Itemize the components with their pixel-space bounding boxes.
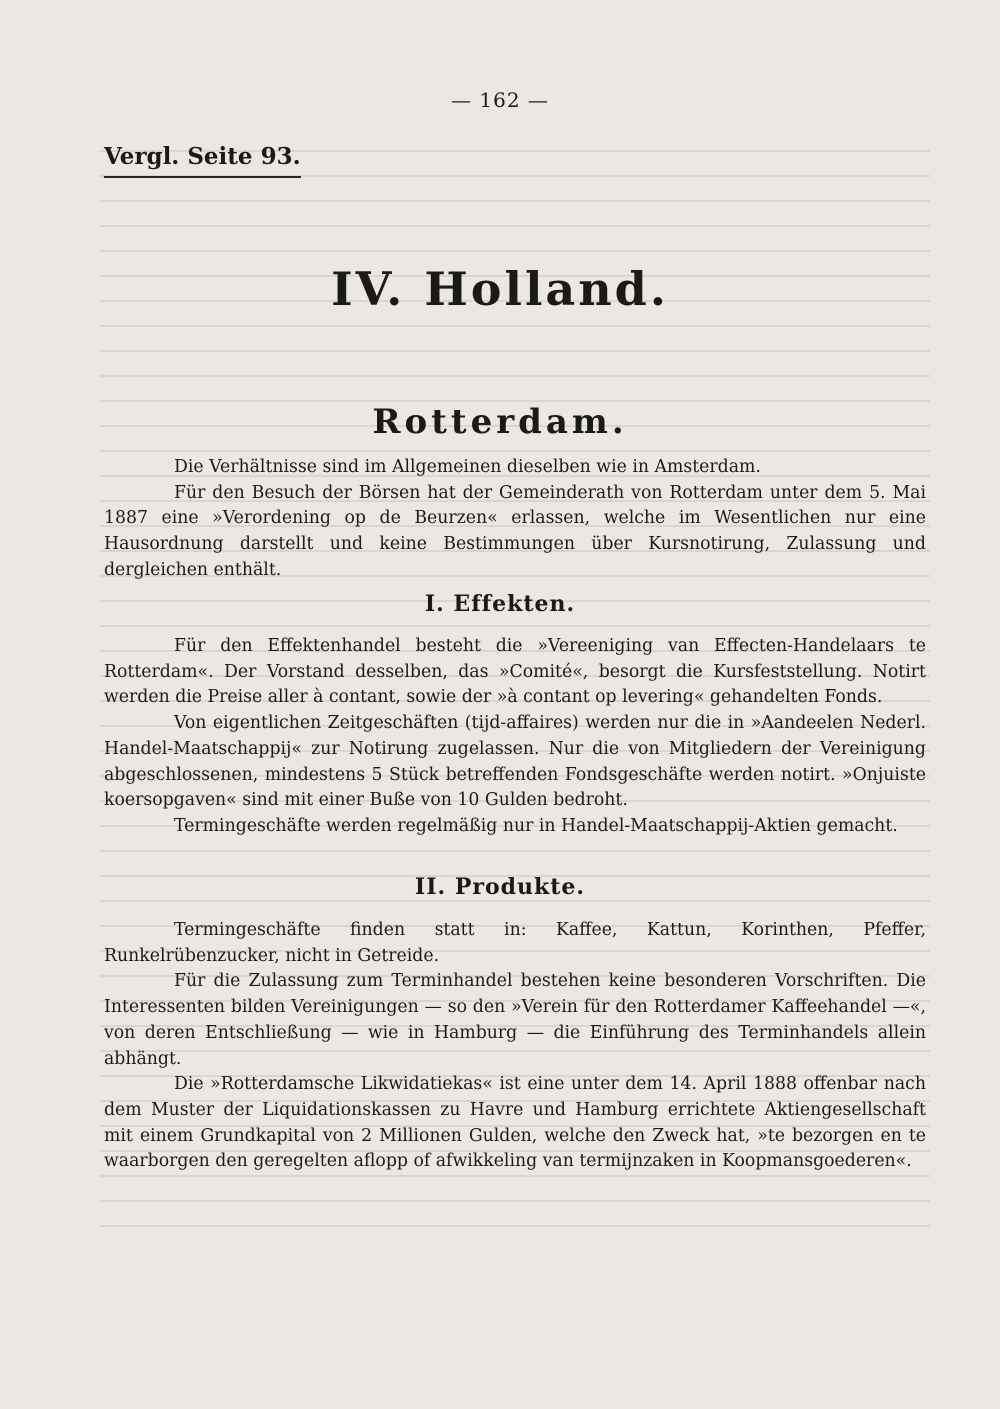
produkte-paragraph: Für die Zulassung zum Terminhandel bestehen keine besonderen Vorschriften. Die Interessenten bilden Vereinigungen — so den »Verein für den Rotterdamer Kaffeehandel —«, von deren Entschließung — wie in Hamburg — die Einführung des Terminhandels allein abhängt. — [104, 971, 926, 1069]
effekten-paragraph: Für den Effektenhandel besteht die »Vereeniging van Effecten-Handelaars te Rotterdam«. Der Vorstand desselben, das »Comité«, besorgt die Kursfeststellung. Notirt werden die Preise aller à contant, sowie der »à contant op levering« gehandelten Fonds. — [104, 636, 926, 708]
intro-paragraph: Die Verhältnisse sind im Allgemeinen dieselben wie in Amsterdam. — [174, 457, 761, 477]
cross-reference: Vergl. Seite 93. — [104, 143, 301, 178]
section-heading-produkte: II. Produkte. — [414, 874, 586, 900]
effekten-block — [104, 634, 926, 840]
city-title: Rotterdam. — [372, 402, 628, 442]
produkte-paragraph: Termingeschäfte finden statt in: Kaffee, Kattun, Korinthen, Pfeffer, Runkelrübenzucker, nicht in Getreide. — [104, 920, 926, 966]
produkte-block — [104, 918, 926, 1175]
section-heading-effekten: I. Effekten. — [424, 591, 576, 617]
effekten-paragraph: Termingeschäfte werden regelmäßig nur in Handel-Maatschappij-Aktien gemacht. — [174, 815, 898, 836]
effekten-paragraph: Von eigentlichen Zeitgeschäften (tijd-affaires) werden nur die in »Aandeelen Nederl. Handel-Maatschappij« zur Notirung zugelassen. Nur die von Mitgliedern der Vereinigung abgeschlossenen, mindestens 5 Stück betreffenden Fondsgeschäfte werden notirt. »Onjuiste koersopgaven« sind mit einer Buße von 10 Gulden bedroht. — [104, 713, 926, 811]
page-number: — 162 — — [451, 88, 549, 112]
intro-paragraph: Für den Besuch der Börsen hat der Gemeinderath von Rotterdam unter dem 5. Mai 1887 eine »Verordening op de Beurzen« erlassen, welche im Wesentlichen nur eine Hausordnung darstellt und keine Bestimmungen über Kursnotirung, Zulassung und dergleichen enthält. — [104, 482, 926, 580]
intro-block — [104, 455, 926, 584]
produkte-paragraph: Die »Rotterdamsche Likwidatiekas« ist eine unter dem 14. April 1888 offenbar nach dem Muster der Liquidationskassen zu Havre und Hamburg errichtete Aktiengesellschaft mit einem Grundkapital von 2 Millionen Gulden, welche den Zweck hat, »te bezorgen en te waarborgen den geregelten aflopp of afwikkeling van termijnzaken in Koopmansgoederen«. — [104, 1074, 926, 1172]
country-title: IV. Holland. — [331, 262, 669, 316]
